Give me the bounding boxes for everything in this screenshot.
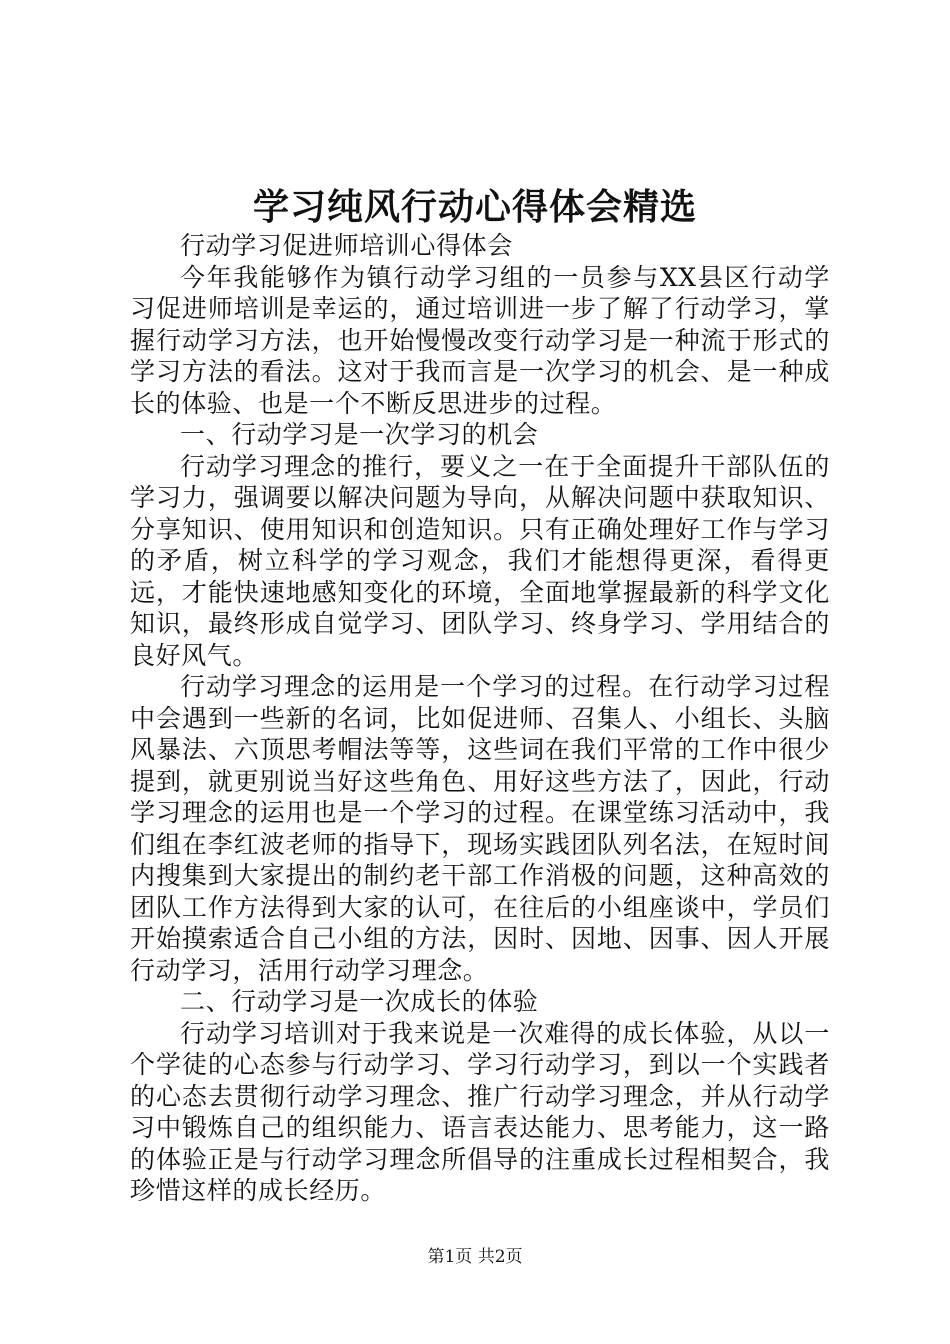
paragraph-section-1a: 行动学习理念的推行，要义之一在于全面提升干部队伍的学习力，强调要以解决问题为导向，从解决问题中获取知识、分享知识、使用知识和创造知识。只有正确处理好工作与学习的矛盾，树立科学的学习观念，我们才能想得更深，看得更远，才能快速地感知变化的环境，全面地掌握最新的科学文化知识，最终形成自觉学习、团队学习、终身学习、学用结合的良好风气。 — [130, 451, 830, 670]
section-heading-2: 二、行动学习是一次成长的体验 — [180, 987, 539, 1016]
paragraph-section-1b: 行动学习理念的运用是一个学习的过程。在行动学习过程中会遇到一些新的名词，比如促进师、召集人、小组长、头脑风暴法、六顶思考帽法等等，这些词在我们平常的工作中很少提到，就更别说当好这些角色、用好这些方法了，因此，行动学习理念的运用也是一个学习的过程。在课堂练习活动中，我们组在李红波老师的指导下，现场实践团队列名法，在短时间内搜集到大家提出的制约老干部工作消极的问题，这种高效的团队工作方法得到大家的认可，在往后的小组座谈中，学员们开始摸索适合自己小组的方法，因时、因地、因事、因人开展行动学习，活用行动学习理念。 — [130, 672, 830, 985]
document-title: 学习纯风行动心得体会精选 — [252, 187, 697, 228]
paragraph-intro: 今年我能够作为镇行动学习组的一员参与XX县区行动学习促进师培训是幸运的，通过培训进一步了解了行动学习，掌握行动学习方法，也开始慢慢改变行动学习是一种流于形式的学习方法的看法。这对于我而言是一次学习的机会、是一种成长的体验、也是一个不断反思进步的过程。 — [130, 262, 830, 418]
document-body — [130, 230, 830, 1207]
paragraph-subtitle: 行动学习促进师培训心得体会 — [180, 231, 513, 260]
paragraph-section-2a: 行动学习培训对于我来说是一次难得的成长体验，从以一个学徒的心态参与行动学习、学习行动学习，到以一个实践者的心态去贯彻行动学习理念、推广行动学习理念，并从行动学习中锻炼自己的组织能力、语言表达能力、思考能力，这一路的体验正是与行动学习理念所倡导的注重成长过程相契合，我珍惜这样的成长经历。 — [130, 1018, 830, 1205]
section-heading-1: 一、行动学习是一次学习的机会 — [180, 420, 539, 449]
page-footer: 第1页 共2页 — [427, 1247, 523, 1267]
